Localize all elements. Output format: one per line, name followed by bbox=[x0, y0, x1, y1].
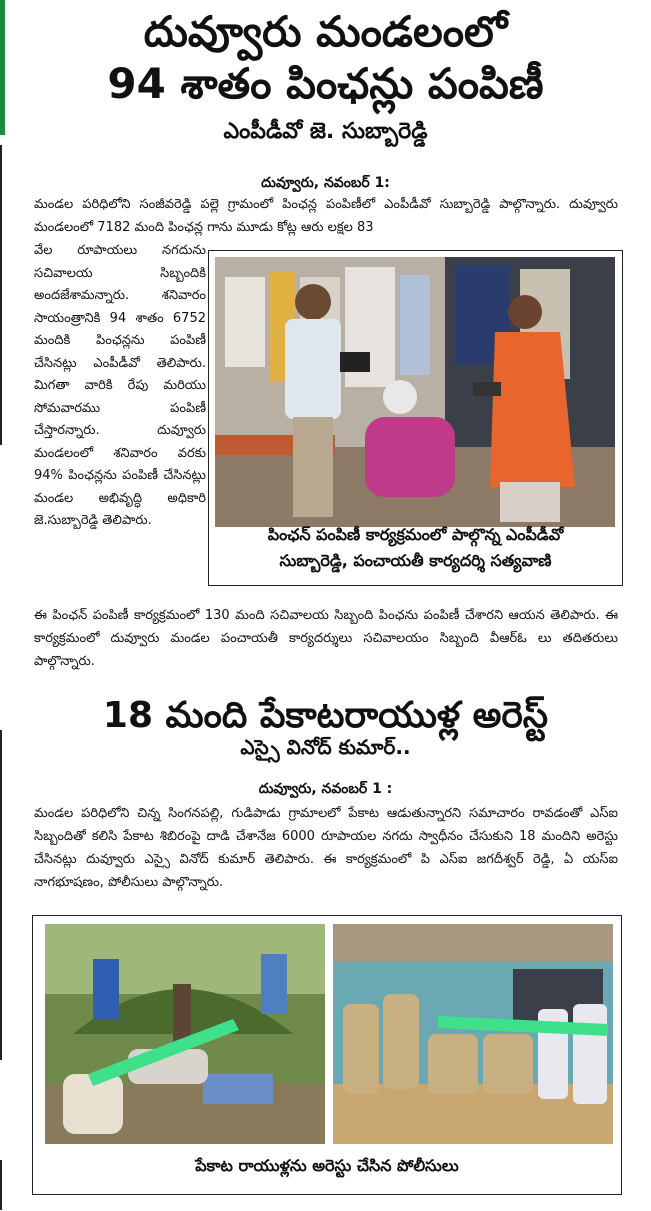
article1-paragraph-left: వేల రూపాయలు నగదును సచివాలయ సిబ్బందికి అందజేశామన్నారు. శనివారం సాయంత్రానికి 94 శాతం 6752 మందికి పింఛన్లను పంపిణీ చేసినట్లు ఎంపీడీవో తెలిపారు. మిగతా వారికి రేపు మరియు సోమవారము పంపిణీ చేస్తారన్నారు. దువ్వూరు మండలంలో శనివారం వరకు 94% పింఛన్లను పంపిణీ చేసినట్లు మండల అభివృద్ధి అధికారి జె.సుబ్బారెడ్డి తెలిపారు. bbox=[34, 243, 206, 528]
article2-dateline: దువ్వూరు, నవంబర్ 1 : bbox=[258, 781, 393, 797]
page-edge-rule bbox=[0, 1160, 2, 1210]
article1-dateline: దువ్వూరు, నవంబర్ 1: bbox=[261, 175, 390, 191]
article2-photo-collage bbox=[33, 924, 621, 1156]
article1-photo bbox=[215, 257, 628, 527]
article1-photo-caption-line1: పింఛన్ పంపిణీ కార్యక్రమంలో పాల్గొన్న ఎంపీడీవో bbox=[267, 525, 564, 544]
article1-photo-frame bbox=[208, 250, 623, 586]
article2-headline: 18 మంది పేకాటరాయుళ్ల అరెస్ట్ bbox=[102, 695, 549, 736]
article2-photo-caption: పేకాట రాయుళ్లను అరెస్టు చేసిన పోలీసులు bbox=[195, 1156, 459, 1175]
article2-photo-left bbox=[45, 924, 325, 1144]
article1-headline-line2: 94 శాతం పింఛన్లు పంపిణీ bbox=[107, 59, 544, 108]
article2-byline: ఎస్సై వినోద్ కుమార్.. bbox=[240, 735, 411, 759]
article2-photo-right bbox=[333, 924, 613, 1144]
article2-paragraph: మండల పరిధిలోని చిన్న సింగనపల్లి, గుడిపాడు గ్రామాలలో పేకాట ఆడుతున్నారని సమాచారం రావడంతో ఎస్ఐ సిబ్బందితో కలిసి పేకాట శిబిరంపై దాడి చేశానేజ 6000 రూపాయల నగదు స్వాధీనం చేసుకుని 18 మందిని అరెస్టు చేసినట్లు దువ్వూరు ఎస్సై వినోద్ కుమార్ తెలిపారు. ఈ కార్యక్రమంలో పి ఎస్ఐ జగదీశ్వర్ రెడ్డి, ఏ యస్ఐ నాగభూషణం, పోలీసులు పాల్గొన్నారు. bbox=[34, 806, 618, 890]
article1-byline: ఎంపీడీవో జె. సుబ్బారెడ్డి bbox=[223, 119, 428, 144]
article1-paragraph-bottom: ఈ పింఛన్ పంపిణీ కార్యక్రమంలో 130 మంది సచివాలయ సిబ్బంది పింఛను పంపిణీ చేశారని ఆయన తెలిపారు. ఈ కార్యక్రమంలో దువ్వూరు మండల పంచాయతీ కార్యదర్శులు సచివాలయం సిబ్బంది వీఆర్ఓ లు తదితరులు పాల్గొన్నారు. bbox=[34, 608, 618, 669]
article2-photo-frame bbox=[32, 915, 622, 1195]
article1-headline-line1: దువ్వూరు మండలంలో bbox=[143, 7, 508, 56]
article1-paragraph-top: మండల పరిధిలోని సంజీవరెడ్డి పల్లె గ్రామంలో పింఛన్ల పంపిణీలో ఎంపీడీవో సుబ్బారెడ్డి పాల్గొన్నారు. దువ్వూరు మండలంలో 7182 మంది పింఛన్ల గాను మూడు కోట్ల ఆరు లక్షల 83 bbox=[34, 197, 618, 235]
article1-photo-caption-line2: సుబ్బారెడ్డి, పంచాయతీ కార్యదర్శి సత్యవాణి bbox=[279, 551, 552, 570]
